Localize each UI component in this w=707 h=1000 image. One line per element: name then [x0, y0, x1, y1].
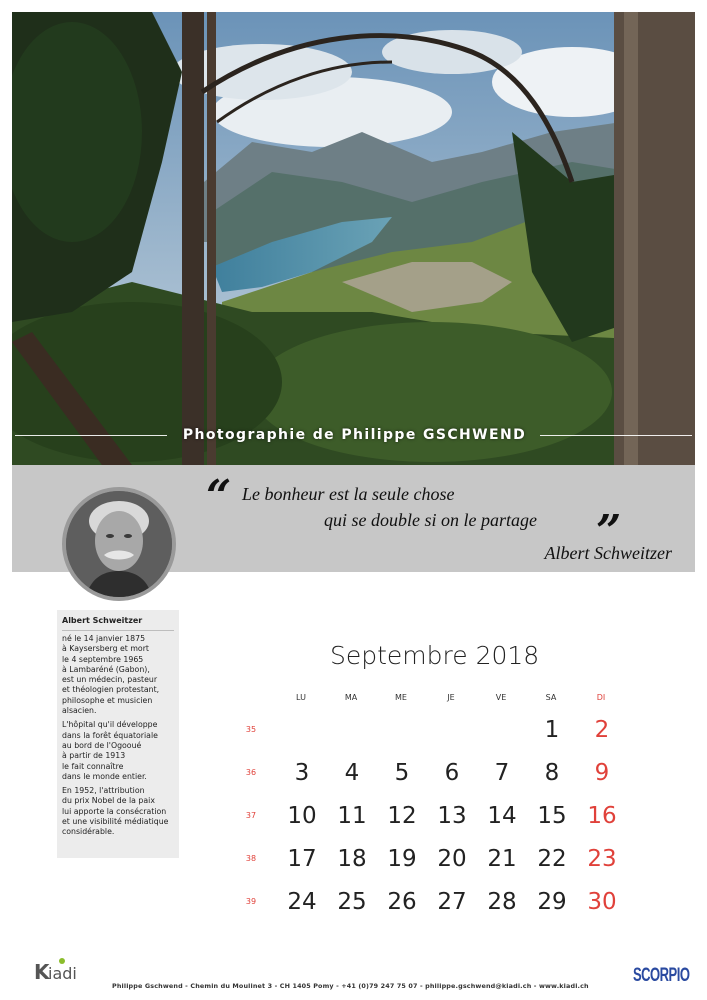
- calendar-day-sunday: 23: [587, 846, 617, 872]
- calendar-day: 8: [544, 760, 560, 786]
- calendar-month-title: Septembre 2018: [330, 641, 540, 670]
- calendar-day: 21: [487, 846, 517, 872]
- calendar-day: 27: [437, 889, 467, 915]
- calendar-day-sunday: 30: [587, 889, 617, 915]
- calendar-day: 13: [437, 803, 467, 829]
- calendar-day: 4: [344, 760, 360, 786]
- biography-box: [57, 610, 179, 858]
- biography-paragraph: né le 14 janvier 1875 à Kaysersberg et mort le 4 septembre 1965 à Lambaréné (Gabon), est un médecin, pasteur et théologien protestant, philosophe et musicien alsacien.: [62, 634, 160, 716]
- calendar-day: 5: [394, 760, 410, 786]
- logo-text: iadi: [48, 964, 77, 983]
- credit-rule-left: [15, 435, 167, 436]
- photo-credit: [12, 421, 695, 449]
- calendar-day: 18: [337, 846, 367, 872]
- weekday-label: VE: [495, 693, 507, 702]
- weekday-label: JE: [447, 693, 455, 702]
- biography-paragraph: L'hôpital qu'il développe dans la forêt équatoriale au bord de l'Ogooué à partir de 1913 le fait connaître dans le monde entier.: [62, 720, 158, 781]
- calendar-day-sunday: 16: [587, 803, 617, 829]
- photo-credit-text: Photographie de Philippe GSCHWEND: [182, 427, 527, 443]
- calendar-day: 3: [294, 760, 310, 786]
- quote-line-1: Le bonheur est la seule chose: [242, 484, 455, 504]
- calendar-day: 17: [287, 846, 317, 872]
- calendar-day: 1: [544, 717, 560, 743]
- landscape-photo: [12, 12, 695, 465]
- weekday-label: LU: [296, 693, 306, 702]
- logo-k: K: [34, 960, 50, 984]
- calendar-day: 24: [287, 889, 317, 915]
- portrait-avatar: [62, 487, 176, 601]
- close-quote-mark: ”: [596, 506, 622, 557]
- week-number: 39: [245, 897, 257, 906]
- portrait-image: [66, 491, 172, 597]
- calendar-day-sunday: 2: [594, 717, 610, 743]
- calendar-day: 25: [337, 889, 367, 915]
- landscape-image: [12, 12, 695, 465]
- calendar-day: 14: [487, 803, 517, 829]
- weekday-label: SA: [545, 693, 557, 702]
- weekday-label: ME: [395, 693, 407, 702]
- calendar-day: 22: [537, 846, 567, 872]
- calendar-day: 28: [487, 889, 517, 915]
- week-number: 38: [245, 854, 257, 863]
- logo-dot-icon: [59, 958, 65, 964]
- open-quote-mark: “: [206, 471, 232, 522]
- calendar-day: 10: [287, 803, 317, 829]
- week-number: 37: [245, 811, 257, 820]
- calendar-day: 15: [537, 803, 567, 829]
- biography-title: Albert Schweitzer: [62, 616, 143, 625]
- calendar-day: 20: [437, 846, 467, 872]
- biography-paragraph: En 1952, l'attribution du prix Nobel de la paix lui apporte la consécration et une visibilité médiatique considérable.: [62, 786, 169, 837]
- week-number: 35: [245, 725, 257, 734]
- calendar-day: 11: [337, 803, 367, 829]
- credit-rule-right: [540, 435, 692, 436]
- weekday-label: MA: [344, 693, 358, 702]
- quote-line-2: qui se double si on le partage: [324, 510, 537, 530]
- biography-divider: [62, 630, 174, 631]
- calendar-day: 26: [387, 889, 417, 915]
- calendar-day: 7: [494, 760, 510, 786]
- calendar-day: 12: [387, 803, 417, 829]
- calendar-day-sunday: 9: [594, 760, 610, 786]
- calendar-day: 29: [537, 889, 567, 915]
- weekday-label-sunday: DI: [596, 693, 606, 702]
- week-number: 36: [245, 768, 257, 777]
- calendar-day: 19: [387, 846, 417, 872]
- footer-contact: Philippe Gschwend - Chemin du Moulinet 3 - CH 1405 Pomy - +41 (0)79 247 75 07 - philippe.gschwend@kiadi.ch - www.kiadi.ch: [112, 982, 589, 990]
- calendar-day: 6: [444, 760, 460, 786]
- quote-author: Albert Schweitzer: [544, 543, 672, 563]
- publisher-logo: SCORPIO: [633, 963, 690, 986]
- kiadi-logo: [34, 960, 94, 990]
